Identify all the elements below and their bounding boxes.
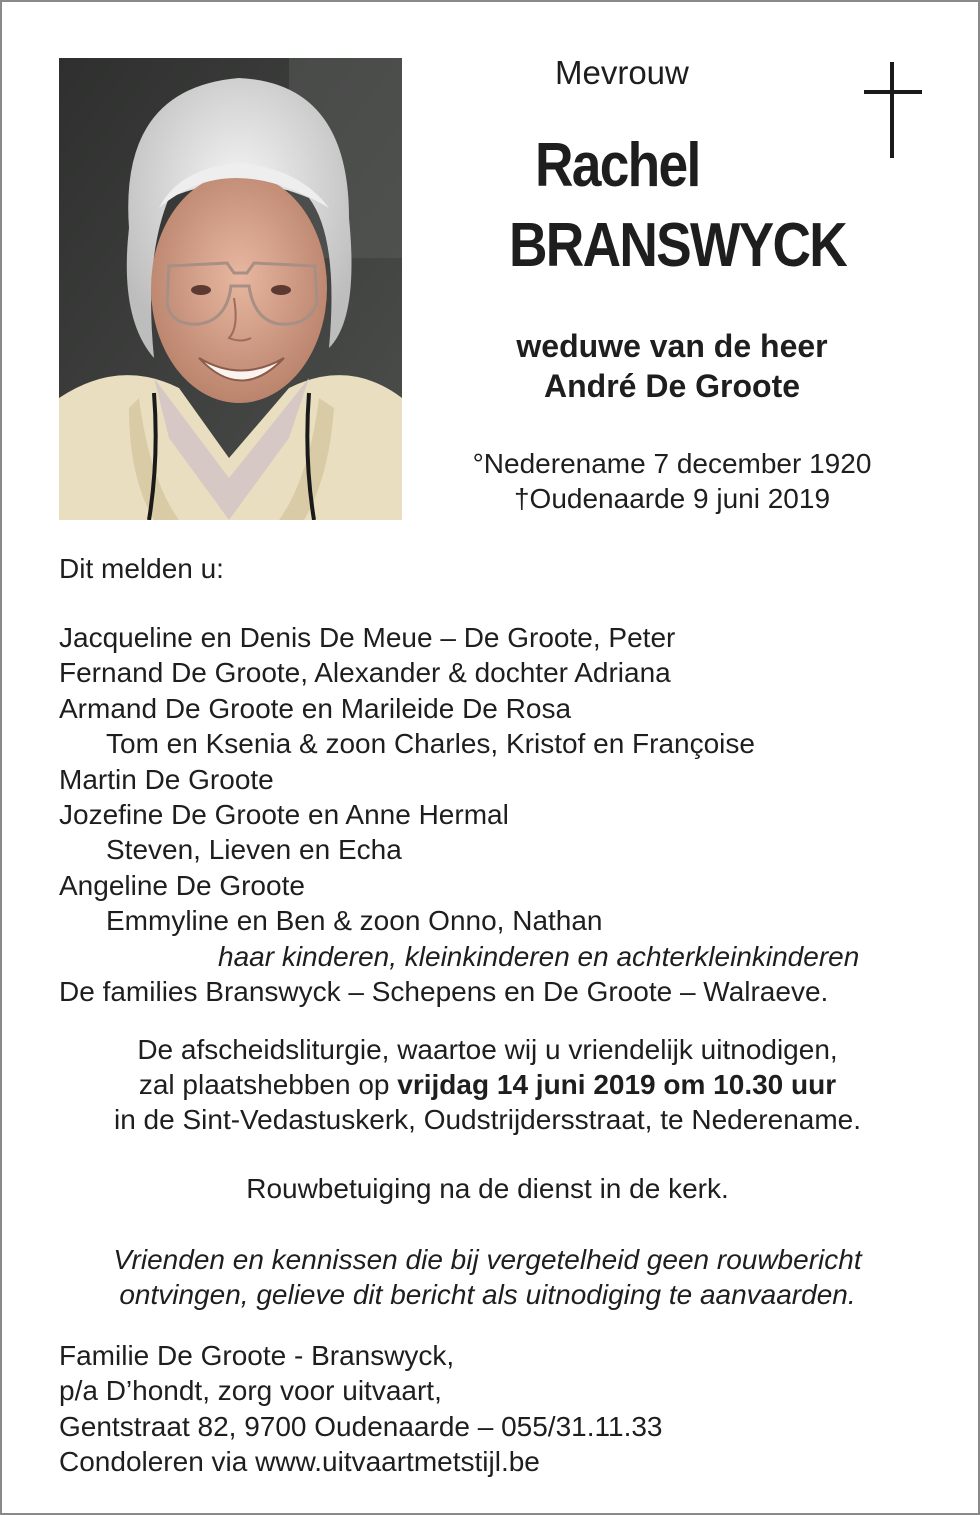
dates-block	[440, 446, 904, 516]
family-line-indented: Steven, Lieven en Echa	[106, 834, 402, 866]
death-line	[440, 481, 904, 516]
invitation-note	[40, 1242, 935, 1312]
first-name: Rachel	[535, 131, 700, 200]
family-line: Fernand De Groote, Alexander & dochter Adriana	[59, 657, 671, 689]
spouse-line-1: weduwe van de heer	[516, 328, 828, 364]
family-list	[59, 620, 939, 1009]
contact-block	[59, 1338, 939, 1480]
service-datetime: vrijdag 14 juni 2019 om 10.30 uur	[397, 1069, 837, 1100]
spouse-line-2: André De Groote	[543, 368, 801, 404]
contact-line-3: Gentstraat 82, 9700 Oudenaarde – 055/31.11.33	[59, 1410, 663, 1442]
family-line: Armand De Groote en Marileide De Rosa	[59, 692, 572, 724]
family-line: Angeline De Groote	[59, 869, 305, 901]
family-line-indented: Emmyline en Ben & zoon Onno, Nathan	[106, 905, 603, 937]
spouse-block	[440, 326, 904, 406]
last-name: BRANSWYCK	[509, 211, 847, 280]
family-line: Jozefine De Groote en Anne Hermal	[59, 799, 509, 831]
family-line-indented: Tom en Ksenia & zoon Charles, Kristof en Françoise	[106, 728, 755, 760]
contact-line-1: Familie De Groote - Branswyck,	[59, 1340, 455, 1371]
contact-line-2: p/a D’hondt, zorg voor uitvaart,	[59, 1375, 442, 1407]
portrait-photo	[59, 58, 402, 520]
service-announcement	[40, 1032, 935, 1137]
birth-date: °Nederename 7 december 1920	[472, 448, 872, 479]
invitation-note-line-1: Vrienden en kennissen die bij vergetelheid geen rouwbericht	[113, 1244, 862, 1275]
family-line: De families Branswyck – Schepens en De Groote – Walraeve.	[59, 976, 829, 1008]
relation-caption: haar kinderen, kleinkinderen en achterkleinkinderen	[218, 940, 860, 972]
condolence-text: Rouwbetuiging na de dienst in de kerk.	[246, 1173, 729, 1204]
service-line-2-prefix: zal plaatshebben op	[138, 1069, 398, 1100]
service-line-3: in de Sint-Vedastuskerk, Oudstrijdersstraat, te Nederename.	[113, 1104, 862, 1135]
service-line-2	[40, 1067, 935, 1102]
latin-cross-icon	[864, 62, 922, 163]
intro-text: Dit melden u:	[59, 553, 224, 584]
death-date: Oudenaarde 9 juni 2019	[529, 483, 831, 514]
small-cross-icon: †	[513, 483, 530, 514]
contact-line-4: Condoleren via www.uitvaartmetstijl.be	[59, 1446, 540, 1478]
service-line-1: De afscheidsliturgie, waartoe wij u vriendelijk uitnodigen,	[137, 1034, 838, 1065]
family-line: Jacqueline en Denis De Meue – De Groote, Peter	[59, 622, 676, 653]
invitation-note-line-2: ontvingen, gelieve dit bericht als uitnodiging te aanvaarden.	[119, 1279, 856, 1310]
family-line: Martin De Groote	[59, 763, 274, 795]
honorific-title: Mevrouw	[555, 54, 689, 91]
